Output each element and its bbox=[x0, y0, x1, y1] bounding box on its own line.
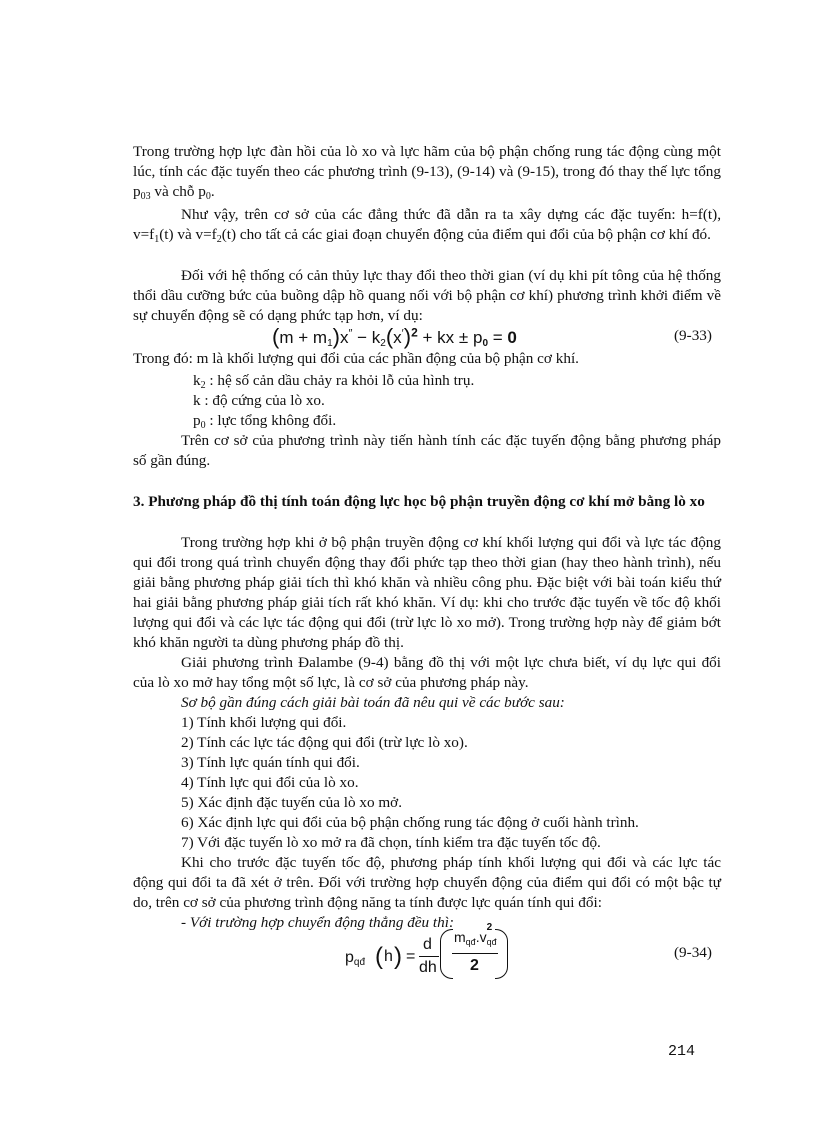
step-item: 5) Xác định đặc tuyến của lò xo mở. bbox=[181, 794, 403, 811]
paragraph-dalambert: Giải phương trình Đalambe (9-4) bằng đồ thị với một lực chưa biết, ví dụ lực qui đổi của lò xo mở hay tổng một số lực, là cơ sở của phương pháp này. bbox=[133, 654, 721, 691]
definition-k: k : độ cứng của lò xo. bbox=[193, 392, 325, 409]
paragraph-characteristics: Như vậy, trên cơ sở của các đẳng thức đã dẫn ra ta xây dựng các đặc tuyến: h=f(t), $v=f_1(t)$ và $v=f_2(t)$ cho tất cả các giai đoạn chuyển động của điểm qui đổi của bộ phận cơ khí đó. bbox=[133, 206, 721, 245]
definition-intro: Trong đó: m là khối lượng qui đổi của các phần động của bộ phận cơ khí. bbox=[133, 350, 579, 367]
paragraph-graphical-method: Trong trường hợp khi ở bộ phận truyền động cơ khí khối lượng qui đổi và lực tác động qui đổi trong quá trình chuyển động thay đổi phức tạp theo thời gian (hay theo hành trình), nếu giải bằng phương pháp giải tích thì khó khăn và nhiều công phu. Đặc biệt với bài toán kiểu thứ hai giải bằng phương pháp giải tích rất khó khăn. Ví dụ: khi cho trước đặc tuyến về tốc độ khối lượng qui đổi và các lực tác động qui đổi (trừ lực lò xo mở). Trong trường hợp này để giảm bớt khó khăn người ta dùng phương pháp đồ thị. bbox=[133, 534, 721, 651]
steps-list bbox=[181, 713, 639, 853]
paragraph-numerical-method: Trên cơ sở của phương trình này tiến hành tính các đặc tuyến động bằng phương pháp số gần đúng. bbox=[133, 432, 721, 469]
equation-9-33: $(m + m_1)x'' - k_2(x')^2$ + kx ± $p_0 = 0$ bbox=[272, 324, 517, 349]
equation-9-34: $p_{qđ}$ ( h ) = d dh $m_{qđ}.v$ 2 qđ 2 bbox=[345, 925, 505, 985]
step-item: 6) Xác định lực qui đổi của bộ phận chống rung tác động ở cuối hành trình. bbox=[181, 814, 639, 831]
equation-number-9-33: (9-33) bbox=[674, 327, 712, 344]
step-item: 7) Với đặc tuyến lò xo mở ra đã chọn, tính kiểm tra đặc tuyến tốc độ. bbox=[181, 834, 601, 851]
step-item: 4) Tính lực qui đổi của lò xo. bbox=[181, 774, 359, 791]
step-item: 1) Tính khối lượng qui đổi. bbox=[181, 714, 347, 731]
paragraph-kinetic-energy: Khi cho trước đặc tuyến tốc độ, phương pháp tính khối lượng qui đổi và các lực tác động qui đổi ta đã xét ở trên. Đối với trường hợp chuyển động của điểm qui đổi có một bậc tự do, trên cơ sở của phương trình động năng ta tính được lực quán tính qui đổi: bbox=[133, 854, 721, 911]
case-linear-motion: - Với trường hợp chuyển động thẳng đều thì: bbox=[181, 914, 455, 931]
definition-p0: $p_0$ : lực tổng không đổi. bbox=[193, 412, 337, 431]
steps-intro: Sơ bộ gần đúng cách giải bài toán đã nêu qui về các bước sau: bbox=[181, 694, 565, 711]
step-item: 3) Tính lực quán tính qui đổi. bbox=[181, 754, 360, 771]
equation-number-9-34: (9-34) bbox=[674, 944, 712, 961]
step-item: 2) Tính các lực tác động qui đổi (trừ lực lò xo). bbox=[181, 734, 468, 751]
page-number: 214 bbox=[668, 1043, 696, 1060]
section-heading: 3. Phương pháp đồ thị tính toán động lực học bộ phận truyền động cơ khí mở bằng lò xo bbox=[133, 493, 705, 510]
paragraph-hydraulic: Đối với hệ thống có cản thủy lực thay đổi theo thời gian (ví dụ khi pít tông của hệ thống thổi dầu cưỡng bức của buồng dập hồ quang nối với bộ phận cơ khí) phương trình khởi điểm về sự chuyển động sẽ có dạng phức tạp hơn, ví dụ: bbox=[133, 267, 721, 324]
definition-k2: $k_2$ : hệ số cản dầu chảy ra khỏi lỗ của hình trụ. bbox=[193, 372, 475, 391]
paragraph-combined-forces: Trong trường hợp lực đàn hồi của lò xo và lực hãm của bộ phận chống rung tác động cùng một lúc, tính các đặc tuyến theo các phương trình (9-13), (9-14) và (9-15), trong đó thay thế lực tổng $p_{03}$ và chỗ $p_0$. bbox=[133, 143, 721, 202]
